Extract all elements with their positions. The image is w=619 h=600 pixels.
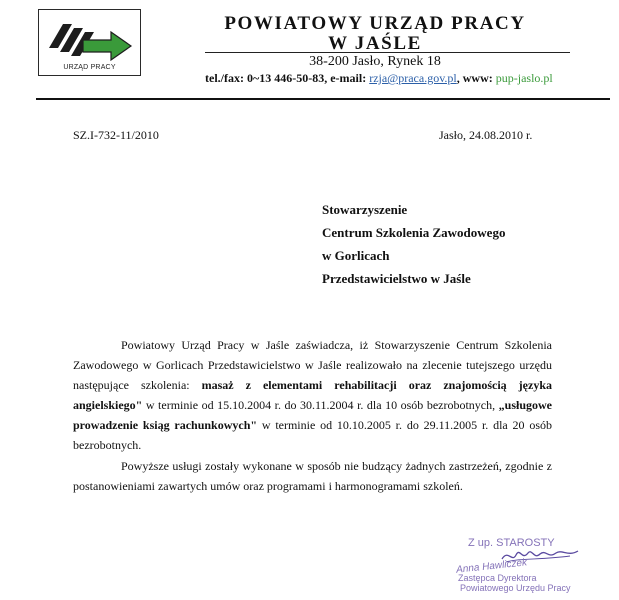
official-stamp xyxy=(440,537,590,597)
addressee-line2: Centrum Szkolenia Zawodowego xyxy=(322,225,506,240)
p1-text-c: w terminie od 15.10.2004 r. do 30.11.2004 r. dla 10 osób bezrobotnych, xyxy=(142,398,499,412)
org-name-line1: POWIATOWY URZĄD PRACY xyxy=(224,13,526,34)
addressee-block xyxy=(322,198,505,290)
paragraph-1 xyxy=(73,335,552,455)
email-label: e-mail: xyxy=(330,71,367,85)
header-divider xyxy=(36,98,610,100)
phone-label: tel./fax: xyxy=(205,71,244,85)
stamp-line2: Anna Hawliczek xyxy=(455,557,528,576)
reference-number: SZ.I-732-11/2010 xyxy=(73,128,159,142)
phone-number: 0~13 446-50-83, xyxy=(246,71,328,85)
www-label: www: xyxy=(462,71,493,85)
p1-text-e: w terminie od 10.10.2005 r. do 29.11.2005 r. dla 20 osób bezrobotnych. xyxy=(73,418,553,452)
p1-course-2: „usługowe prowadzenie ksiąg rachunkowych" xyxy=(73,398,552,432)
logo-text: URZĄD PRACY xyxy=(63,64,116,71)
place-date: Jasło, 24.08.2010 r. xyxy=(439,128,533,142)
stamp-line1: Z up. STAROSTY xyxy=(468,537,555,549)
addressee-line3: w Gorlicach xyxy=(322,248,390,263)
addressee-line1: Stowarzyszenie xyxy=(322,202,408,217)
stamp-line3: Zastępca Dyrektora xyxy=(458,573,537,583)
stamp-line4: Powiatowego Urzędu Pracy xyxy=(460,583,571,593)
letter-body xyxy=(73,335,552,496)
addressee-line4: Przedstawicielstwo w Jaśle xyxy=(322,271,471,286)
logo xyxy=(38,9,141,76)
p1-text-a: Powiatowy Urząd Pracy w Jaśle zaświadcza, iż Stowarzyszenie Centrum Szkolenia Zawodowego w Gorlicach Przedstawicielstwo w Jaśle realizowało na zlecenie tutejszego urzędu następujące szkolenia: xyxy=(73,338,552,392)
www-link[interactable]: pup-jaslo.pl xyxy=(495,71,553,85)
org-divider xyxy=(205,52,570,53)
contact-line: tel./fax: 0~13 446-50-83, e-mail: rzja@praca.gov.pl, www: pup-jaslo.pl xyxy=(205,71,553,85)
p1-course-1: masaż z elementami rehabilitacji oraz znajomością języka angielskiego" xyxy=(73,378,552,412)
org-address: 38-200 Jasło, Rynek 18 xyxy=(309,54,441,69)
paragraph-2: Powyższe usługi zostały wykonane w sposób nie budzący żadnych zastrzeżeń, zgodnie z postanowieniami zawartych umów oraz programami i harmonogramami szkoleń. xyxy=(73,459,552,493)
email-link[interactable]: rzja@praca.gov.pl xyxy=(369,71,457,85)
org-name-line2: W JAŚLE xyxy=(328,33,422,54)
